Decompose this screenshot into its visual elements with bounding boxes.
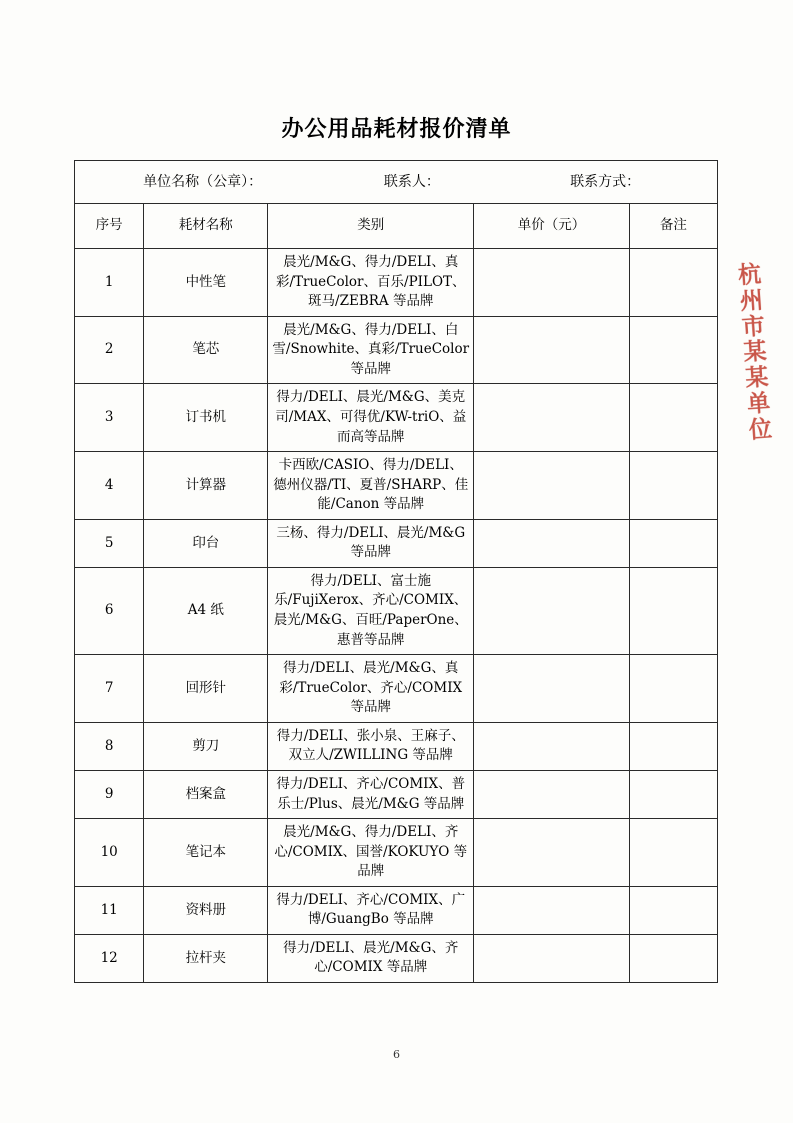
row-price[interactable] <box>474 722 629 770</box>
row-note[interactable] <box>629 819 717 887</box>
row-no: 5 <box>75 519 144 567</box>
page-title: 办公用品耗材报价清单 <box>281 116 512 142</box>
row-price[interactable] <box>474 934 629 982</box>
table-row <box>75 316 718 384</box>
row-note[interactable] <box>629 567 717 654</box>
row-name: 笔芯 <box>144 316 268 384</box>
row-category: 得力/DELI、富士施乐/FujiXerox、齐心/COMIX、晨光/M&G、百旺/PaperOne、惠普等品牌 <box>268 567 474 654</box>
row-name: 资料册 <box>144 886 268 934</box>
table-row <box>75 567 718 654</box>
row-name: 印台 <box>144 519 268 567</box>
row-price[interactable] <box>474 452 629 520</box>
row-note[interactable] <box>629 316 717 384</box>
row-no: 11 <box>75 886 144 934</box>
table-row <box>75 384 718 452</box>
row-name: 回形针 <box>144 655 268 723</box>
row-price[interactable] <box>474 770 629 818</box>
row-category: 得力/DELI、晨光/M&G、真彩/TrueColor、齐心/COMIX 等品牌 <box>268 655 474 723</box>
row-category: 得力/DELI、晨光/M&G、齐心/COMIX 等品牌 <box>268 934 474 982</box>
row-note[interactable] <box>629 722 717 770</box>
row-name: 笔记本 <box>144 819 268 887</box>
row-note[interactable] <box>629 519 717 567</box>
contact-info-label: 联系方式： <box>570 173 641 190</box>
row-no: 3 <box>75 384 144 452</box>
row-note[interactable] <box>629 886 717 934</box>
red-seal-stamp: 杭州市某某单位 <box>737 260 773 444</box>
row-no: 4 <box>75 452 144 520</box>
row-price[interactable] <box>474 316 629 384</box>
row-no: 2 <box>75 316 144 384</box>
row-category: 得力/DELI、晨光/M&G、美克司/MAX、可得优/KW-triO、益而高等品牌 <box>268 384 474 452</box>
row-category: 得力/DELI、齐心/COMIX、普乐士/Plus、晨光/M&G 等品牌 <box>268 770 474 818</box>
row-name: A4 纸 <box>144 567 268 654</box>
row-category: 晨光/M&G、得力/DELI、真彩/TrueColor、百乐/PILOT、斑马/ZEBRA 等品牌 <box>268 249 474 317</box>
row-category: 三杨、得力/DELI、晨光/M&G 等品牌 <box>268 519 474 567</box>
row-category: 晨光/M&G、得力/DELI、齐心/COMIX、国誉/KOKUYO 等品牌 <box>268 819 474 887</box>
row-name: 订书机 <box>144 384 268 452</box>
header-category: 类别 <box>268 204 474 249</box>
row-price[interactable] <box>474 886 629 934</box>
unit-name-label: 单位名称（公章）： <box>143 173 263 190</box>
row-no: 6 <box>75 567 144 654</box>
table-row <box>75 819 718 887</box>
table-row <box>75 722 718 770</box>
contact-label: 联系人： <box>383 173 440 190</box>
table-info-row <box>75 161 718 204</box>
row-category: 得力/DELI、张小泉、王麻子、双立人/ZWILLING 等品牌 <box>268 722 474 770</box>
table-row <box>75 655 718 723</box>
header-name: 耗材名称 <box>144 204 268 249</box>
row-no: 8 <box>75 722 144 770</box>
row-name: 剪刀 <box>144 722 268 770</box>
table-row <box>75 886 718 934</box>
page-number: 6 <box>393 1048 400 1061</box>
table-header-row <box>75 204 718 249</box>
row-note[interactable] <box>629 249 717 317</box>
row-note[interactable] <box>629 384 717 452</box>
row-category: 得力/DELI、齐心/COMIX、广博/GuangBo 等品牌 <box>268 886 474 934</box>
row-name: 计算器 <box>144 452 268 520</box>
row-note[interactable] <box>629 934 717 982</box>
row-price[interactable] <box>474 384 629 452</box>
info-row-cell <box>75 161 718 204</box>
table-row <box>75 770 718 818</box>
row-price[interactable] <box>474 655 629 723</box>
row-category: 晨光/M&G、得力/DELI、白雪/Snowhite、真彩/TrueColor 等品牌 <box>268 316 474 384</box>
row-no: 7 <box>75 655 144 723</box>
row-name: 中性笔 <box>144 249 268 317</box>
row-category: 卡西欧/CASIO、得力/DELI、德州仪器/TI、夏普/SHARP、佳能/Canon 等品牌 <box>268 452 474 520</box>
row-name: 档案盒 <box>144 770 268 818</box>
row-note[interactable] <box>629 770 717 818</box>
table-row <box>75 519 718 567</box>
row-no: 9 <box>75 770 144 818</box>
quote-table <box>74 160 718 983</box>
row-price[interactable] <box>474 567 629 654</box>
row-note[interactable] <box>629 655 717 723</box>
table-row <box>75 452 718 520</box>
row-price[interactable] <box>474 819 629 887</box>
row-no: 10 <box>75 819 144 887</box>
row-no: 12 <box>75 934 144 982</box>
row-price[interactable] <box>474 519 629 567</box>
header-note: 备注 <box>629 204 717 249</box>
header-no: 序号 <box>75 204 144 249</box>
row-name: 拉杆夹 <box>144 934 268 982</box>
header-price: 单价（元） <box>474 204 629 249</box>
row-note[interactable] <box>629 452 717 520</box>
row-no: 1 <box>75 249 144 317</box>
row-price[interactable] <box>474 249 629 317</box>
table-row <box>75 934 718 982</box>
table-row <box>75 249 718 317</box>
